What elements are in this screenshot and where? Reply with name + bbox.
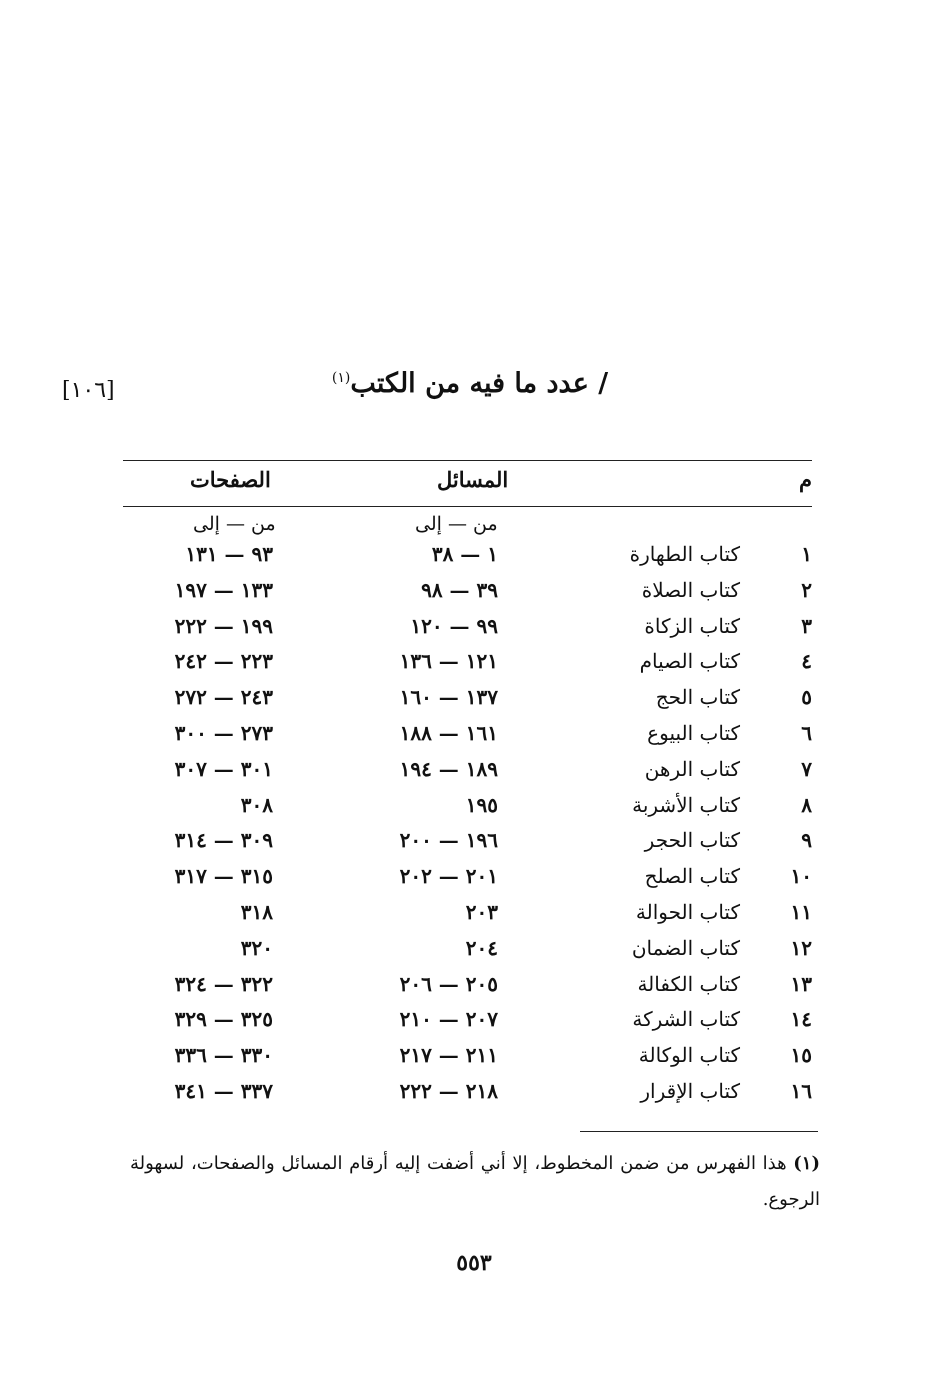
row-book-title: كتاب الضمان <box>631 935 740 960</box>
page-marker: [١٠٦] <box>62 378 115 403</box>
row-masail-range: ١٦١ — ١٨٨ <box>399 721 498 745</box>
footnote-text: هذا الفهرس من ضمن المخطوط، إلا أني أضفت إليه أرقام المسائل والصفحات، لسهولة الرجوع. <box>130 1153 820 1210</box>
table-row <box>123 828 812 864</box>
row-number: ٩ <box>801 828 812 853</box>
table-row <box>123 614 812 650</box>
table-row <box>123 721 812 757</box>
row-number: ١٦ <box>790 1079 812 1103</box>
table-top-rule <box>123 460 812 461</box>
row-masail-range: ٢٠١ — ٢٠٢ <box>399 864 498 889</box>
table-row <box>123 1079 812 1115</box>
row-number: ٨ <box>801 792 812 817</box>
header-masail: المسائل <box>437 467 509 492</box>
heading-footnote-ref: (١) <box>331 370 351 386</box>
row-pages-range: ٣٣٠ — ٣٣٦ <box>174 1043 273 1068</box>
header-pages: الصفحات <box>190 467 271 492</box>
row-pages-range: ٩٣ — ١٣١ <box>185 542 273 566</box>
row-book-title: كتاب الوكالة <box>638 1043 740 1068</box>
row-number: ٦ <box>801 721 812 745</box>
table-row <box>123 900 812 936</box>
row-masail-range: ٢١٨ — ٢٢٢ <box>399 1079 498 1103</box>
row-masail-range: ١٣٧ — ١٦٠ <box>399 685 498 710</box>
row-masail-range: ١٨٩ — ١٩٤ <box>399 756 498 781</box>
row-masail-range: ٢١١ — ٢١٧ <box>399 1043 498 1068</box>
row-book-title: كتاب الشركة <box>632 1007 740 1032</box>
row-number: ٢ <box>801 577 812 602</box>
row-number: ٤ <box>801 649 812 674</box>
table-row <box>123 649 812 685</box>
row-pages-range: ٢٤٣ — ٢٧٢ <box>174 685 273 710</box>
table-row <box>123 864 812 900</box>
page-heading <box>320 368 620 399</box>
row-book-title: كتاب الحج <box>655 685 740 710</box>
header-index: م <box>798 467 812 492</box>
row-book-title: كتاب الصيام <box>639 649 740 674</box>
footnote-rule <box>580 1131 818 1132</box>
row-masail-range: ٢٠٧ — ٢١٠ <box>399 1007 498 1032</box>
row-masail-range: ٢٠٤ <box>465 935 498 960</box>
table-row <box>123 793 812 829</box>
row-pages-range: ٣٣٧ — ٣٤١ <box>174 1079 273 1103</box>
row-number: ٣ <box>801 613 812 638</box>
row-pages-range: ٣٠٨ <box>240 792 273 817</box>
row-number: ١٤ <box>790 1007 812 1032</box>
row-number: ٥ <box>801 685 812 710</box>
row-pages-range: ١٩٩ — ٢٢٢ <box>174 613 273 638</box>
page-number: ٥٥٣ <box>456 1250 492 1276</box>
row-pages-range: ١٣٣ — ١٩٧ <box>174 577 273 602</box>
row-number: ١٣ <box>790 971 812 996</box>
footnote-mark: (١) <box>793 1153 820 1174</box>
row-book-title: كتاب الصلح <box>644 864 740 889</box>
heading-text: / عدد ما فيه من الكتب <box>350 368 609 399</box>
table-row <box>123 542 812 578</box>
row-number: ١ <box>801 542 812 566</box>
row-pages-range: ٢٧٣ — ٣٠٠ <box>174 721 273 745</box>
row-pages-range: ٣٢٠ <box>240 935 273 960</box>
row-book-title: كتاب الصلاة <box>641 577 740 602</box>
row-pages-range: ٢٢٣ — ٢٤٢ <box>174 649 273 674</box>
row-book-title: كتاب الأشربة <box>632 792 740 817</box>
footnote <box>130 1146 820 1218</box>
row-book-title: كتاب الحجر <box>644 828 740 853</box>
subheader-pages: من — إلى <box>193 513 276 535</box>
row-masail-range: ٢٠٣ <box>465 900 498 924</box>
table-row <box>123 685 812 721</box>
row-book-title: كتاب الرهن <box>644 756 740 781</box>
row-pages-range: ٣٢٥ — ٣٢٩ <box>174 1007 273 1032</box>
row-masail-range: ٢٠٥ — ٢٠٦ <box>399 971 498 996</box>
row-number: ١٠ <box>790 864 812 889</box>
row-masail-range: ٣٩ — ٩٨ <box>421 577 498 602</box>
table-row <box>123 578 812 614</box>
row-book-title: كتاب الحوالة <box>635 900 740 924</box>
row-number: ١٥ <box>790 1043 812 1068</box>
table-row <box>123 1007 812 1043</box>
subheader-masail: من — إلى <box>415 513 498 535</box>
row-masail-range: ٩٩ — ١٢٠ <box>410 613 498 638</box>
row-pages-range: ٣٠٩ — ٣١٤ <box>174 828 273 853</box>
row-number: ١٢ <box>790 935 812 960</box>
row-number: ١١ <box>790 900 812 924</box>
row-book-title: كتاب الطهارة <box>629 542 740 566</box>
table-row <box>123 936 812 972</box>
row-pages-range: ٣١٨ <box>240 900 273 924</box>
table-header-rule <box>123 506 812 507</box>
row-number: ٧ <box>801 756 812 781</box>
row-pages-range: ٣١٥ — ٣١٧ <box>174 864 273 889</box>
row-book-title: كتاب الإقرار <box>640 1079 740 1103</box>
row-masail-range: ١٢١ — ١٣٦ <box>399 649 498 674</box>
row-masail-range: ١٩٥ <box>465 792 498 817</box>
row-masail-range: ١٩٦ — ٢٠٠ <box>399 828 498 853</box>
row-book-title: كتاب الكفالة <box>637 971 740 996</box>
row-masail-range: ١ — ٣٨ <box>431 542 498 566</box>
row-book-title: كتاب الزكاة <box>644 613 740 638</box>
row-pages-range: ٣٠١ — ٣٠٧ <box>174 756 273 781</box>
table-row <box>123 972 812 1008</box>
table-row <box>123 1043 812 1079</box>
row-book-title: كتاب البيوع <box>647 721 740 745</box>
table-row <box>123 757 812 793</box>
row-pages-range: ٣٢٢ — ٣٢٤ <box>174 971 273 996</box>
